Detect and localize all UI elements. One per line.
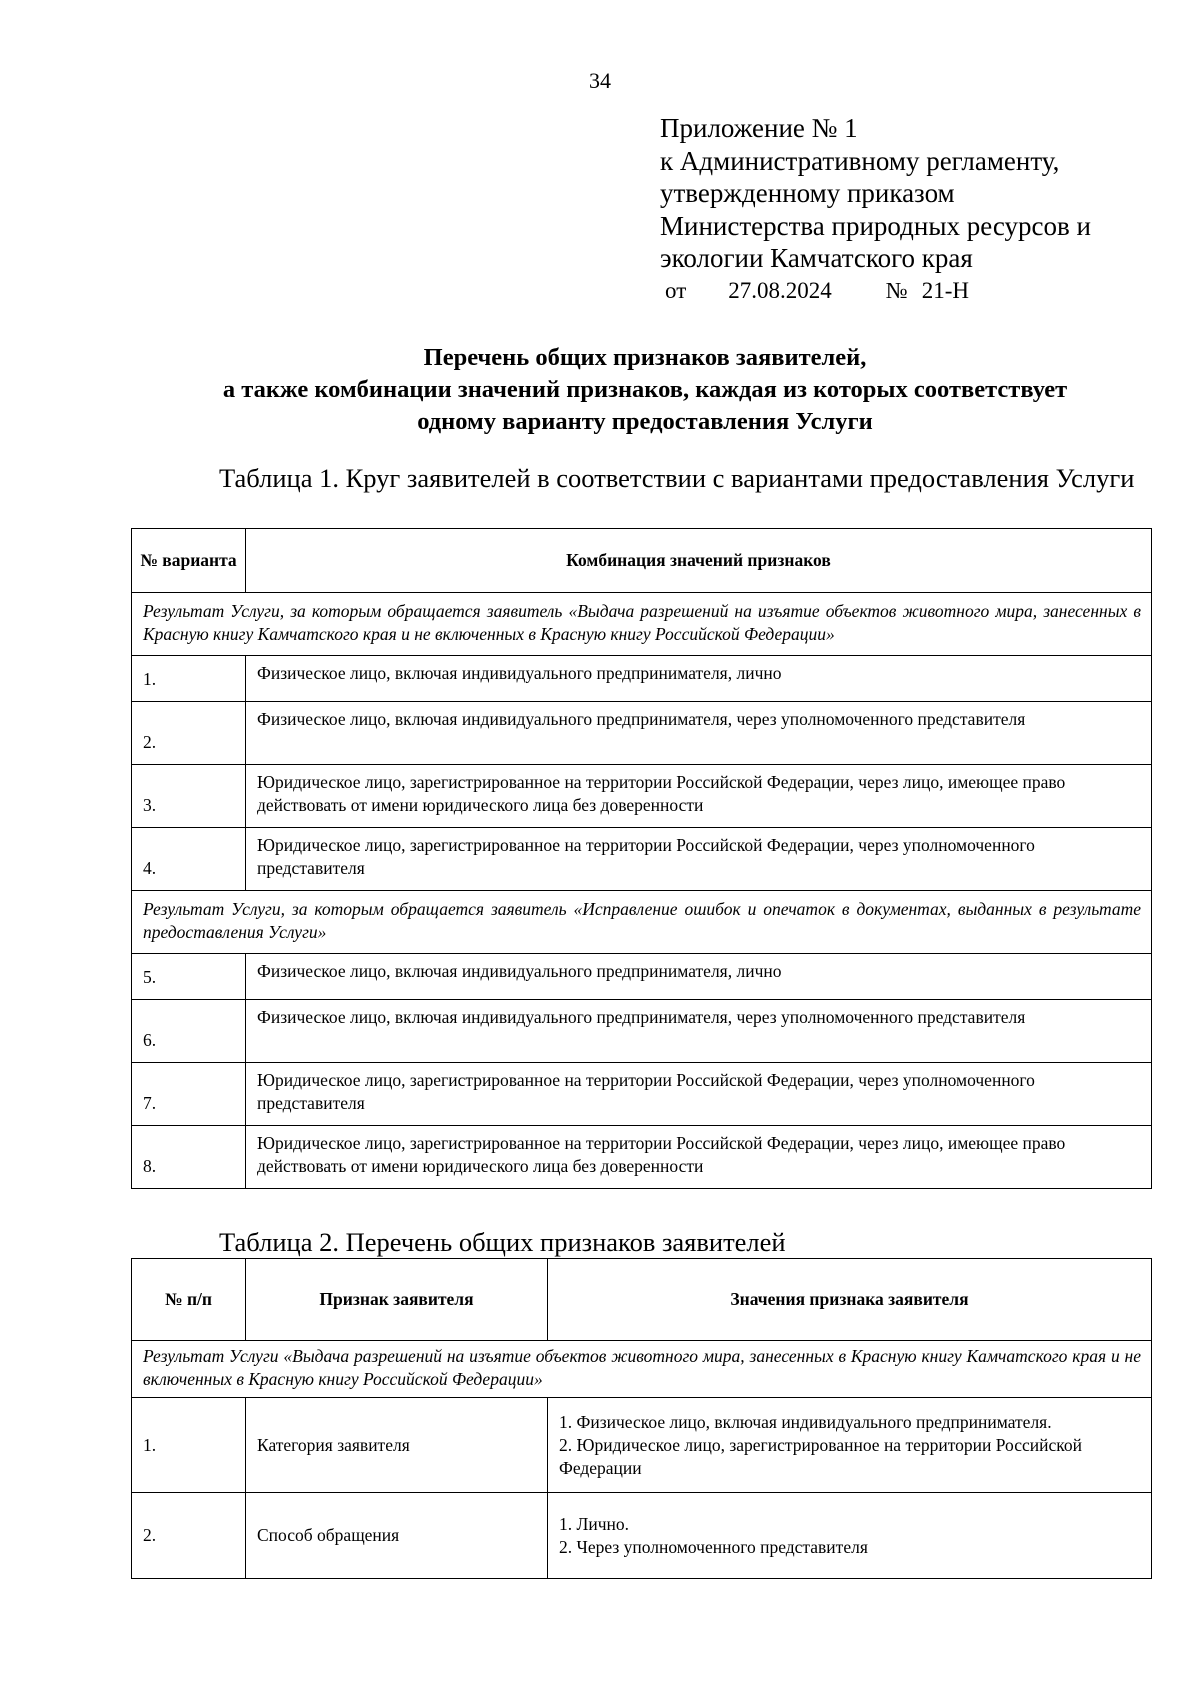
section-title: Результат Услуги, за которым обращается заявитель «Выдача разрешений на изъятие объектов животного мира, занесенных в Красную книгу Камчатского края и не включенных в Красную книгу Российской Федерации» bbox=[132, 593, 1152, 656]
variant-description: Юридическое лицо, зарегистрированное на территории Российской Федерации, через уполномоченного представителя bbox=[246, 1063, 1152, 1126]
section-title: Результат Услуги «Выдача разрешений на изъятие объектов животного мира, занесенных в Красную книгу Камчатского края и не включенных в Красную книгу Российской Федерации» bbox=[132, 1341, 1152, 1398]
title-line: одному варианту предоставления Услуги bbox=[417, 408, 873, 435]
variant-number: 7. bbox=[132, 1063, 246, 1126]
table-row bbox=[132, 1493, 1152, 1579]
order-date: 27.08.2024 bbox=[728, 277, 832, 303]
column-header-values: Значения признака заявителя bbox=[548, 1259, 1152, 1341]
variant-number: 8. bbox=[132, 1126, 246, 1189]
order-number-sign: № bbox=[885, 277, 908, 303]
row-number: 1. bbox=[132, 1398, 246, 1493]
appendix-line: к Административному регламенту, bbox=[660, 145, 1060, 176]
appendix-line: утвержденному приказом bbox=[660, 178, 955, 208]
order-number: 21-Н bbox=[921, 277, 969, 303]
variant-description: Физическое лицо, включая индивидуального предпринимателя, лично bbox=[246, 954, 1152, 1000]
column-header-number: № п/п bbox=[132, 1259, 246, 1341]
table1-caption: Таблица 1. Круг заявителей в соответствии с вариантами предоставления Услуги bbox=[219, 463, 1135, 493]
column-header-variant-number: № варианта bbox=[132, 529, 246, 593]
variant-description: Физическое лицо, включая индивидуального предпринимателя, лично bbox=[246, 656, 1152, 702]
applicant-signs-table bbox=[131, 1258, 1152, 1579]
sign-value: 2. Юридическое лицо, зарегистрированное на территории Российской Федерации bbox=[559, 1434, 1083, 1478]
variants-table bbox=[131, 528, 1152, 1189]
variant-number: 3. bbox=[132, 765, 246, 828]
table2-caption: Таблица 2. Перечень общих признаков заявителей bbox=[219, 1227, 786, 1257]
variant-description: Юридическое лицо, зарегистрированное на территории Российской Федерации, через лицо, имеющее право действовать от имени юридического лица без доверенности bbox=[246, 765, 1152, 828]
table-row bbox=[132, 702, 1152, 765]
appendix-line: Министерства природных ресурсов и bbox=[660, 210, 1091, 241]
table-row bbox=[132, 656, 1152, 702]
title-line: Перечень общих признаков заявителей, bbox=[423, 344, 867, 371]
variant-description: Физическое лицо, включая индивидуального предпринимателя, через уполномоченного представителя bbox=[246, 702, 1152, 765]
column-header-combination: Комбинация значений признаков bbox=[246, 529, 1152, 593]
sign-value: 2. Через уполномоченного представителя bbox=[559, 1536, 868, 1557]
variant-description: Юридическое лицо, зарегистрированное на территории Российской Федерации, через уполномоченного представителя bbox=[246, 828, 1152, 891]
section-row bbox=[132, 1341, 1152, 1398]
table-row bbox=[132, 765, 1152, 828]
row-number: 2. bbox=[132, 1493, 246, 1579]
section-title: Результат Услуги, за которым обращается заявитель «Исправление ошибок и опечаток в документах, выданных в результате предоставления Услуги» bbox=[132, 891, 1152, 954]
variant-description: Физическое лицо, включая индивидуального предпринимателя, через уполномоченного представителя bbox=[246, 1000, 1152, 1063]
variant-description: Юридическое лицо, зарегистрированное на территории Российской Федерации, через лицо, имеющее право действовать от имени юридического лица без доверенности bbox=[246, 1126, 1152, 1189]
appendix-line: Приложение № 1 bbox=[660, 113, 858, 143]
order-reference bbox=[660, 276, 1091, 306]
sign-values bbox=[548, 1493, 1152, 1579]
order-from-label: от bbox=[665, 277, 687, 303]
sign-value: 1. Физическое лицо, включая индивидуального предпринимателя. bbox=[559, 1411, 1052, 1432]
column-header-sign: Признак заявителя bbox=[246, 1259, 548, 1341]
table-row bbox=[132, 828, 1152, 891]
table-row bbox=[132, 1000, 1152, 1063]
page-number: 34 bbox=[589, 68, 611, 93]
document-title bbox=[130, 342, 1160, 438]
table-row bbox=[132, 1063, 1152, 1126]
appendix-line: экологии Камчатского края bbox=[660, 243, 973, 273]
table-header-row bbox=[132, 1259, 1152, 1341]
section-row bbox=[132, 891, 1152, 954]
variant-number: 5. bbox=[132, 954, 246, 1000]
variant-number: 4. bbox=[132, 828, 246, 891]
sign-value: 1. Лично. bbox=[559, 1513, 630, 1534]
table-row bbox=[132, 954, 1152, 1000]
applicant-sign: Категория заявителя bbox=[246, 1398, 548, 1493]
variant-number: 6. bbox=[132, 1000, 246, 1063]
variant-number: 2. bbox=[132, 702, 246, 765]
variant-number: 1. bbox=[132, 656, 246, 702]
appendix-block bbox=[660, 112, 1091, 306]
table-row bbox=[132, 1126, 1152, 1189]
table-header-row bbox=[132, 529, 1152, 593]
section-row bbox=[132, 593, 1152, 656]
sign-values bbox=[548, 1398, 1152, 1493]
title-line: а также комбинации значений признаков, каждая из которых соответствует bbox=[222, 376, 1068, 403]
table-row bbox=[132, 1398, 1152, 1493]
applicant-sign: Способ обращения bbox=[246, 1493, 548, 1579]
